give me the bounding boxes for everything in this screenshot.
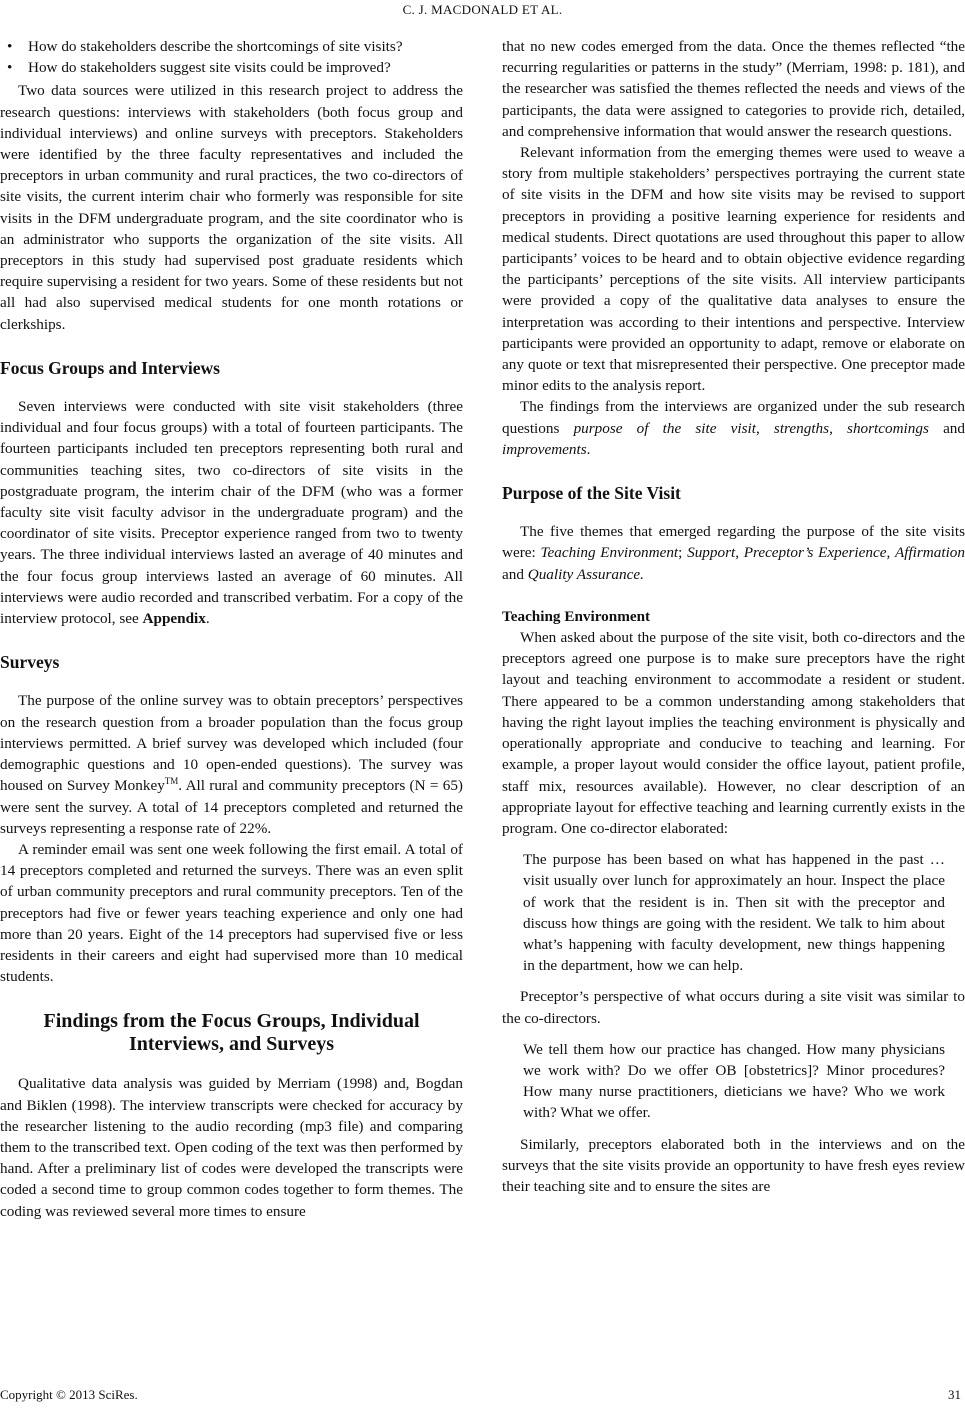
heading-surveys: Surveys xyxy=(0,652,60,673)
paragraph-text: Seven interviews were conducted with site visit stakeholders (three individual and four focus groups) with a total of fourteen participants. The fourteen participants included ten preceptors representing both rural and communities teaching sites, two co-directors of site visits in the postgraduate program, the interim chair of the DFM (who was a former faculty site visit faculty advisor in the undergraduate program) and the coordinator of site visits. Preceptor experience ranged from two to twenty years. The three individual interviews lasted an average of 40 minutes and the four focus group interviews lasted an average of 60 minutes. All interviews were audio recorded and transcribed verbatim. For a copy of the interview protocol, see xyxy=(0,398,463,628)
paragraph-text: The purpose of the online survey was to obtain preceptors’ perspectives on the research question from a broader population than the focus group interviews permitted. A brief survey was developed which included (four demographic questions and 10 open-ended questions). The survey was housed on Survey Monkey xyxy=(0,692,463,795)
heading-teaching-environment: Teaching Environment xyxy=(502,607,651,625)
paragraph-organization xyxy=(502,396,965,460)
paragraph-text: The five themes that emerged regarding the purpose of the site visits were: xyxy=(502,523,965,562)
trademark-mark: TM xyxy=(164,776,179,787)
paragraph-survey-purpose xyxy=(0,690,463,838)
right-column xyxy=(502,36,965,1197)
conjunction: and xyxy=(502,565,524,583)
block-quote-codirector: The purpose has been based on what has happened in the past … visit usually over lunch for approximately an hour. Inspect the place of work that the resident is in. Then sit with the preceptor and discuss how things are going with the resident. We talk to him about what’s happening with faculty development, new things happening in the department, how we can help. xyxy=(523,851,945,975)
heading-purpose: Purpose of the Site Visit xyxy=(502,483,681,504)
paragraph-five-themes xyxy=(502,521,965,585)
italic-term: Affirmation xyxy=(894,544,965,562)
bullet-icon: • xyxy=(7,38,13,55)
conjunction: and xyxy=(943,419,965,437)
paragraph-analysis: Qualitative data analysis was guided by Merriam (1998) and, Bogdan and Biklen (1998). The interview transcripts were checked for accuracy by the researcher listening to the audio recording (mp3 file) and comparing them to the transcribed text. Open coding of the text was then performed by hand. After a preliminary list of codes were developed the transcripts were coded a second time to group common codes together to form themes. The coding was reviewed several more times to ensure xyxy=(0,1075,463,1220)
punctuation: . xyxy=(205,610,210,628)
running-head: C. J. MACDONALD ET AL. xyxy=(402,2,563,17)
heading-focus-groups: Focus Groups and Interviews xyxy=(0,357,220,378)
paragraph-fresh-eyes: Similarly, preceptors elaborated both in the interviews and on the surveys that the site visits provide an opportunity to have fresh eyes review their teaching site and to ensure the sites are xyxy=(502,1135,965,1195)
appendix-link[interactable]: Appendix xyxy=(142,610,206,628)
paragraph-data-sources: Two data sources were utilized in this research project to address the research questions: interviews with stakeholders (both focus group and individual interviews) and online surveys with preceptors. Stakeholders were identified by the three faculty representatives and included the preceptors in urban community and rural practices, the two co-directors of site visits, the current interim chair who formerly was responsible for site visits in the DFM undergraduate program, and the site coordinator who is an administrator who supports the organization of the site visits. All preceptors in this study had supervised post graduate residents which require supervising a resident for two years. Some of these residents but not all had also supervised medical students for one month rotations or clerkships. xyxy=(0,82,463,333)
punctuation: , xyxy=(755,419,760,437)
paragraph-teaching-environment: When asked about the purpose of the site visit, both co-directors and the preceptors agreed one purpose is to make sure preceptors have the right layout and teaching environment to accommodate a resident or student. There appeared to be a common understanding among stakeholders that having the right layout implies the teaching environment is physically and operationally appropriate and conducive to teaching and learning. For example, a proper layout would consider the office layout, patient profile, staff mix, resources available). However, no clear description of an appropriate layout for effective teaching and learning currently exists in the program. One co-director elaborated: xyxy=(502,629,965,837)
left-column xyxy=(0,36,463,1222)
heading-line: Interviews, and Surveys xyxy=(128,1033,334,1056)
italic-term: Quality Assurance. xyxy=(527,565,644,583)
list-item xyxy=(0,57,463,78)
paragraph-text: The findings from the interviews are organized under the sub research questions xyxy=(502,398,965,437)
italic-term: strengths xyxy=(773,419,830,437)
bullet-text: How do stakeholders suggest site visits could be improved? xyxy=(28,59,391,77)
italic-term: Teaching Environment xyxy=(540,544,679,562)
italic-term: improvements xyxy=(502,440,587,458)
italic-term: shortcomings xyxy=(847,419,929,437)
italic-term: Preceptor’s Experience xyxy=(743,544,887,562)
punctuation: , xyxy=(886,544,891,562)
paragraph-text: . All rural and community preceptors (N = 65) were sent the survey. A total of 14 preceptors completed and returned the surveys representing a response rate of 22%. xyxy=(0,777,463,837)
list-item xyxy=(0,36,463,57)
heading-findings xyxy=(0,1010,463,1056)
block-quote-preceptor: We tell them how our practice has changed. How many physicians we work with? Do we offer OB [obstetrics]? Minor procedures? How many nurse practitioners, dieticians we have? Who we work with? What we offer. xyxy=(523,1040,945,1122)
punctuation: , xyxy=(829,419,833,437)
italic-term: Support xyxy=(687,544,736,562)
italic-term: purpose of the site visit xyxy=(573,419,756,437)
copyright-footer: Copyright © 2013 SciRes. xyxy=(0,1387,138,1402)
paragraph-interviews xyxy=(0,396,463,629)
punctuation: , xyxy=(735,544,739,562)
paragraph-story: Relevant information from the emerging themes were used to weave a story from multiple stakeholders’ perspectives portraying the current state of site visits in the DFM and how site visits may be revised to support preceptors in providing a positive learning experience for residents and medical students. Direct quotations are used throughout this paper to allow participants’ voices to be heard and to obtain objective evidence regarding the participants’ perceptions of the site visits. All interview participants were provided a copy of the qualitative data analyses to ensure the interpretation was according to their intentions and perspective. Interview participants were provided an opportunity to adapt, remove or elaborate on any quote or text that misrepresented their perspective. One preceptor made minor edits to the analysis report. xyxy=(502,144,965,395)
punctuation: . xyxy=(586,440,591,458)
paragraph-preceptor-perspective: Preceptor’s perspective of what occurs during a site visit was similar to the co-directors. xyxy=(502,988,965,1027)
paragraph-themes: that no new codes emerged from the data. Once the themes reflected “the recurring regularities or patterns in the study” (Merriam, 1998: p. 181), and the researcher was satisfied the themes reflected the needs and views of the participants, the data were assigned to categories to provide rich, detailed, and comprehensive information that would answer the research questions. xyxy=(502,38,965,140)
punctuation: ; xyxy=(678,544,683,562)
research-question-list xyxy=(0,36,463,78)
paragraph-reminder: A reminder email was sent one week following the first email. A total of 14 preceptors completed and returned the surveys. There was an even split of urban community preceptors and rural community preceptors. Ten of the preceptors had five or fewer years teaching experience and only one had more than 20 years. Eight of the 14 preceptors had supervised five or less residents in their careers and eight had supervised more than 10 medical students. xyxy=(0,840,463,986)
bullet-text: How do stakeholders describe the shortcomings of site visits? xyxy=(28,38,403,55)
bullet-icon: • xyxy=(7,59,13,77)
heading-line: Findings from the Focus Groups, Individual xyxy=(43,1010,420,1033)
page-number: 31 xyxy=(948,1387,961,1402)
